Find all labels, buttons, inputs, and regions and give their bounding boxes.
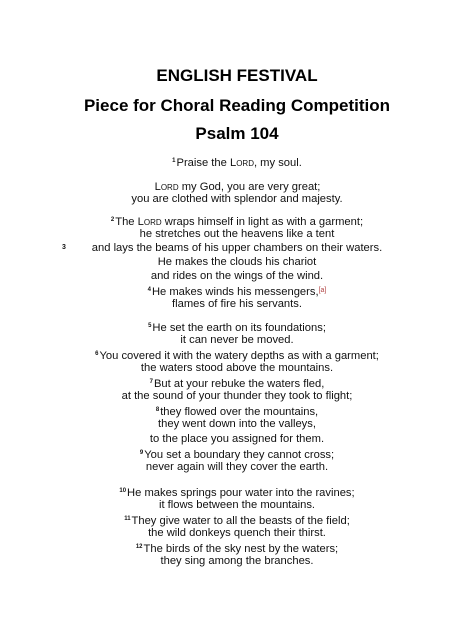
verse-line: $^8$they flowed over the mountains, <box>155 406 319 418</box>
verse-line: it flows between the mountains. <box>158 499 316 511</box>
verse-line: to the place you assigned for them. <box>149 433 325 445</box>
verse-line: the wild donkeys quench their thirst. <box>148 527 326 539</box>
verse-line: and lays the beams of his upper chambers on their waters. <box>91 242 383 254</box>
verse-line: He makes the clouds his chariot <box>157 256 317 268</box>
verse-line: $^1$Praise the Lord, my soul. <box>172 157 302 169</box>
psalm-title: Psalm 104 <box>195 124 279 143</box>
verse-line: $^6$You covered it with the watery depths as with a garment; <box>95 350 379 362</box>
verse-line: it can never be moved. <box>180 334 294 346</box>
verse-line: $^{11}$They give water to all the beasts of the field; <box>124 515 350 527</box>
verse-line: flames of fire his servants. <box>172 298 302 310</box>
verse-line: $^5$He set the earth on its foundations; <box>148 322 326 334</box>
verse-line: they sing among the branches. <box>160 555 314 567</box>
verse-line: they went down into the valleys, <box>158 418 316 430</box>
verse-line: you are clothed with splendor and majesty. <box>131 193 343 205</box>
verse-line: $^2$The Lord wraps himself in light as with a garment; <box>110 216 364 228</box>
verse-line: $^4$He makes winds his messengers,[a] <box>147 286 327 298</box>
verse-line: $^9$You set a boundary they cannot cross; <box>139 449 335 461</box>
verse-line: and rides on the wings of the wind. <box>150 270 324 282</box>
verse-line: never again will they cover the earth. <box>145 461 329 473</box>
verse-line: at the sound of your thunder they took to flight; <box>121 390 353 402</box>
verse-line: Lord my God, you are very great; <box>154 181 321 193</box>
verse-line: $^{12}$The birds of the sky nest by the waters; <box>135 543 339 555</box>
festival-title: ENGLISH FESTIVAL <box>156 66 318 85</box>
verse-line: he stretches out the heavens like a tent <box>139 228 335 240</box>
verse-number-3: 3 <box>62 244 66 251</box>
verse-line: $^7$But at your rebuke the waters fled, <box>149 378 325 390</box>
verse-line: the waters stood above the mountains. <box>140 362 334 374</box>
competition-subtitle: Piece for Choral Reading Competition <box>83 96 391 115</box>
verse-line: $^{10}$He makes springs pour water into the ravines; <box>119 487 355 499</box>
